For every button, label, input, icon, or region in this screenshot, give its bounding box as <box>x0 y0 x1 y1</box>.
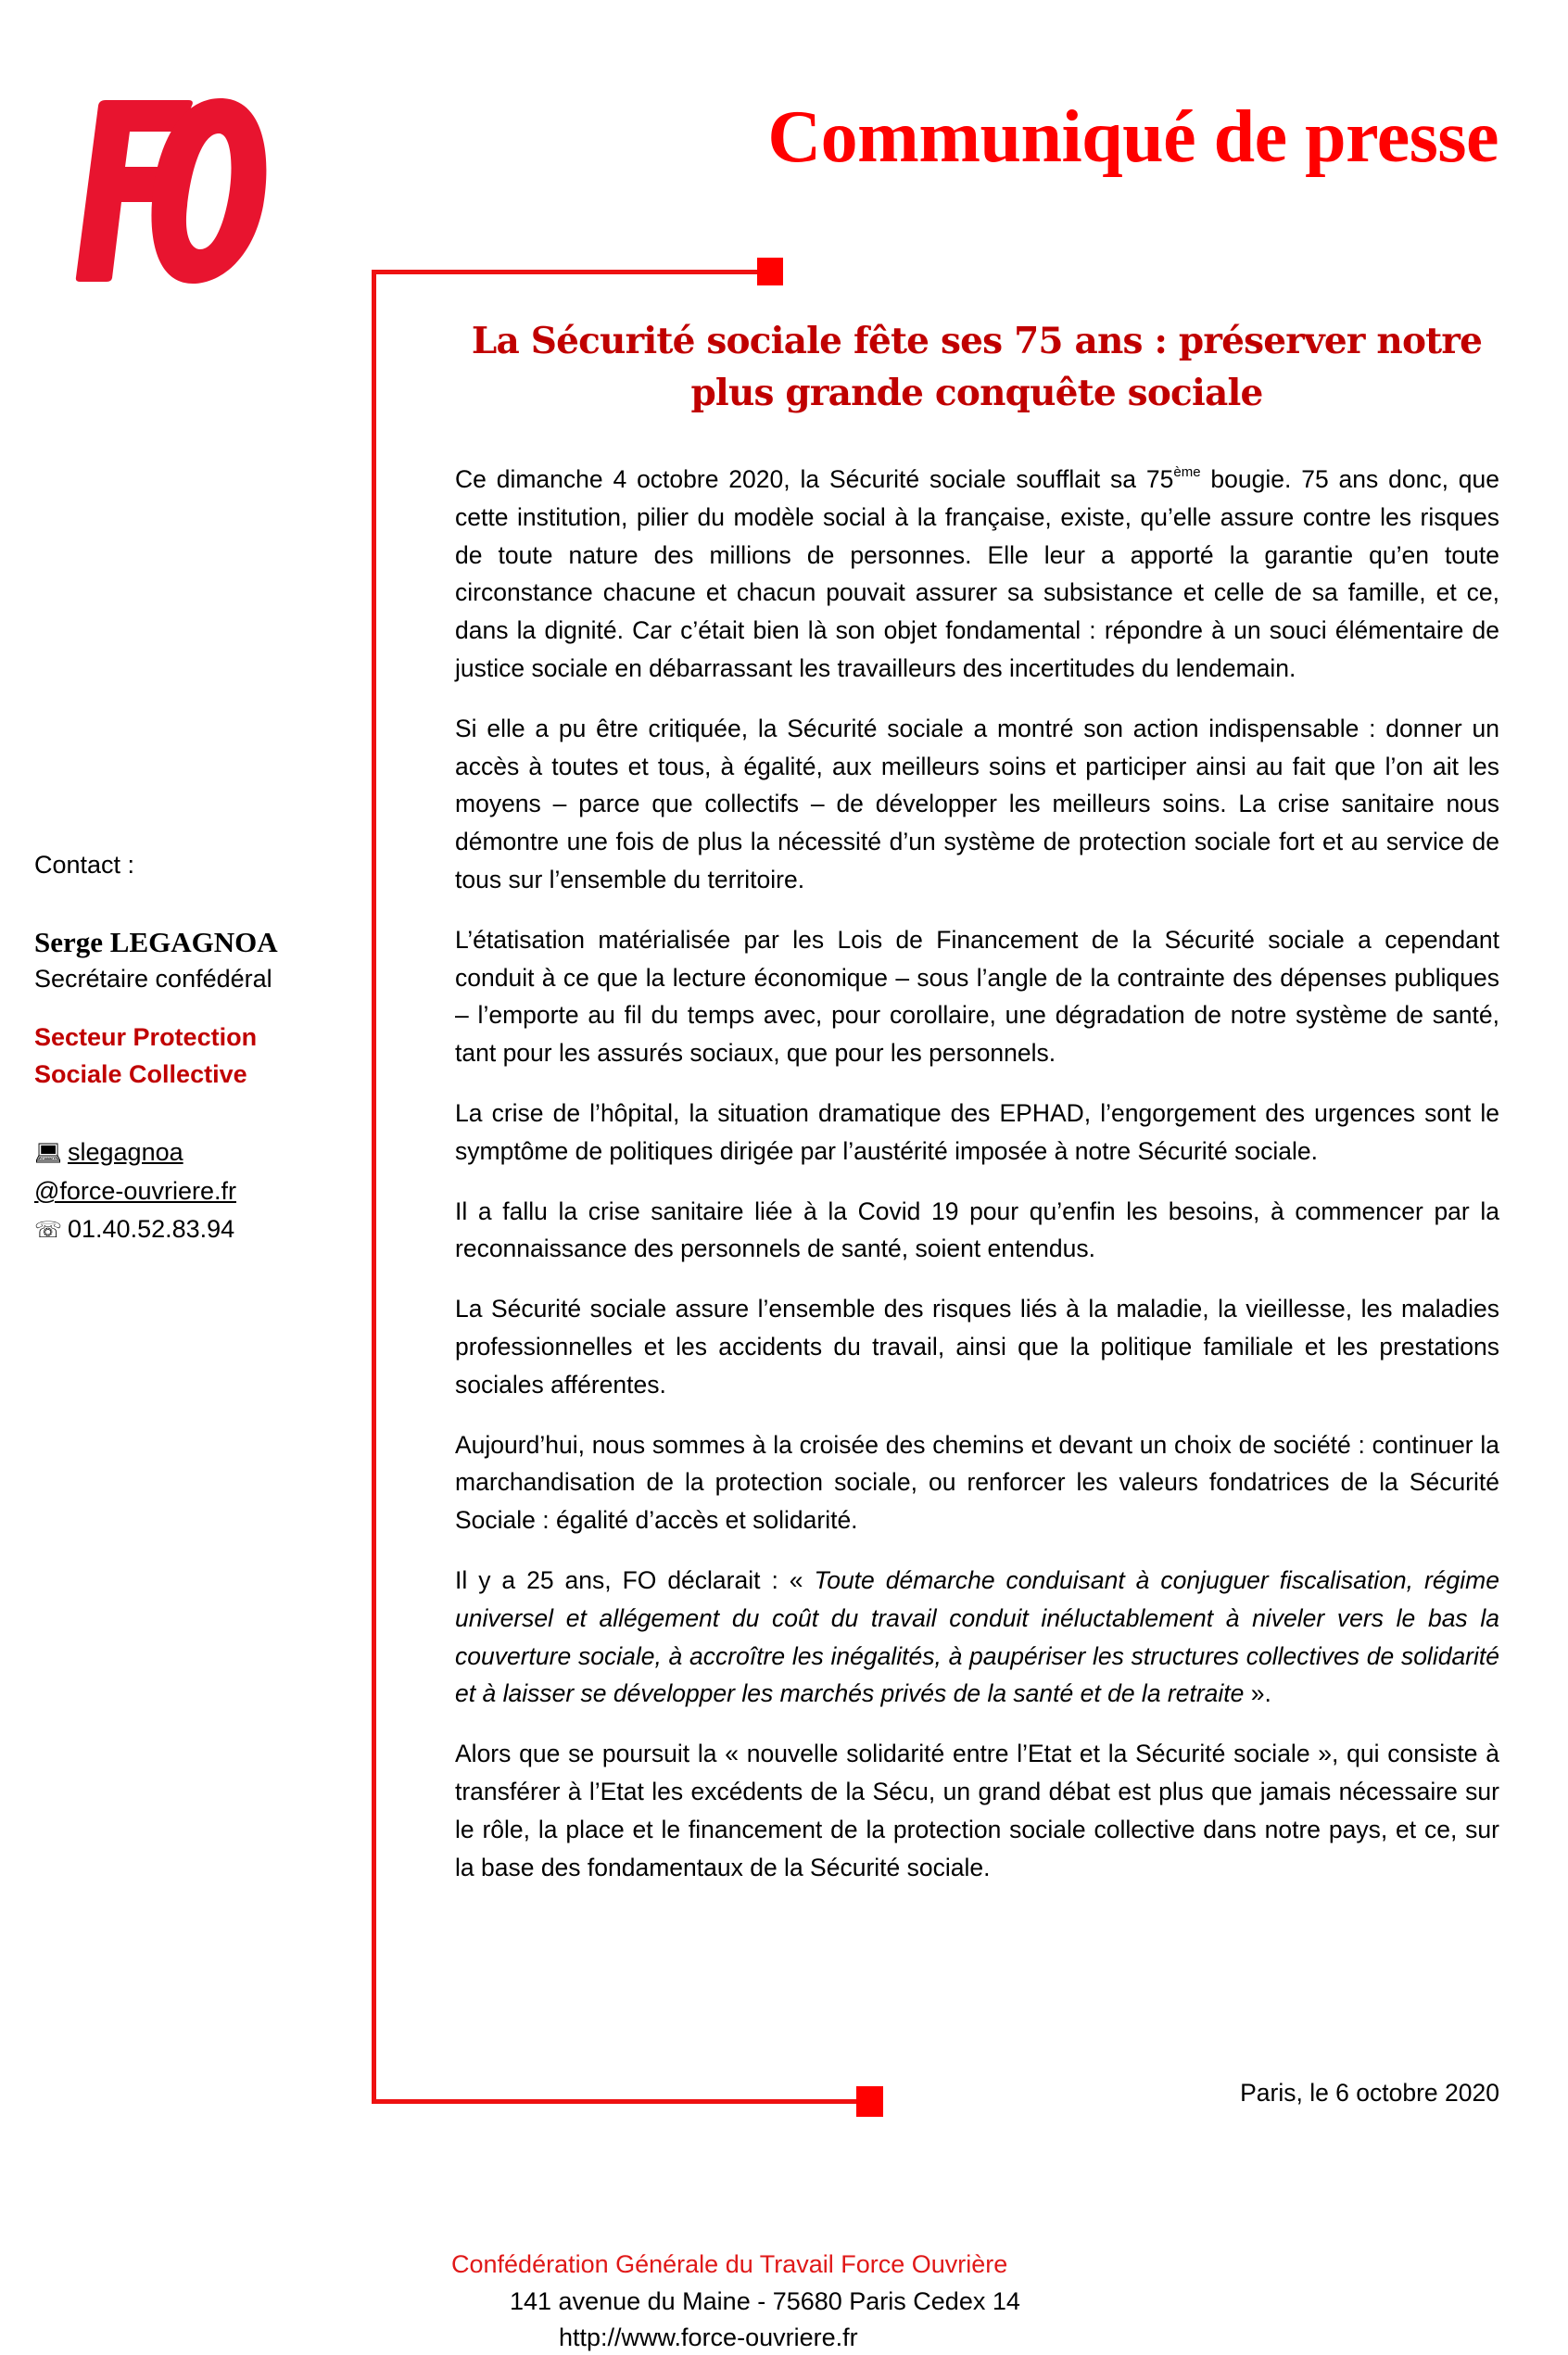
contact-email-domain <box>34 1172 368 1209</box>
contact-email <box>34 1133 368 1172</box>
frame-square-top <box>757 258 783 285</box>
frame-line-vertical <box>372 270 376 2104</box>
fo-logo-icon <box>72 96 272 285</box>
contact-sector: Secteur Protection Sociale Collective <box>34 1023 258 1088</box>
paragraph-8: Il y a 25 ans, FO déclarait : « Toute démarche conduisant à conjuguer fiscalisation, régime universel et allégement du coût du travail conduit inéluctablement à niveler vers le bas la couverture sociale, à accroître les inégalités, à paupériser les structures collectives de solidarité et à laisser se développer les marchés privés de la santé et de la retraite ». <box>455 1565 1499 1708</box>
fo-quote: Toute démarche conduisant à conjuguer fiscalisation, régime universel et allégement du coût du travail conduit inéluctablement à niveler vers le bas la couverture sociale, à accroître les inégalités, à paupériser les structures collectives de solidarité et à laisser se développer les marchés privés de la santé et de la retraite <box>455 1565 1499 1708</box>
superscript: ème <box>1173 464 1201 480</box>
headline-line-2: plus grande conquête sociale <box>690 372 1263 414</box>
footer-organization: Confédération Générale du Travail Force Ouvrière <box>451 2250 1008 2278</box>
contact-sidebar <box>34 846 368 1250</box>
headline-line-1: La Sécurité sociale fête ses 75 ans : préserver notre <box>471 320 1483 362</box>
website-link[interactable]: http://www.force-ouvriere.fr <box>559 2323 858 2351</box>
dateline: Paris, le 6 octobre 2020 <box>1240 2079 1499 2107</box>
paragraph-1: Ce dimanche 4 octobre 2020, la Sécurité sociale soufflait sa 75ème bougie. 75 ans donc, que cette institution, pilier du modèle social à la française, existe, qu’elle assure contre les risques de toute nature des millions de personnes. Elle leur a apporté la garantie qu’en toute circonstance chacune et chacun pouvait assurer sa subsistance et celle de sa famille, et ce, dans la dignité. Car c’était bien là son objet fondamental : répondre à un souci élémentaire de justice sociale en débarrassant les travailleurs des incertitudes du lendemain. <box>455 464 1499 682</box>
footer <box>278 2246 1290 2355</box>
frame-square-bottom <box>856 2086 883 2117</box>
contact-phone: ☏ 01.40.52.83.94 <box>34 1209 368 1250</box>
frame-line-top <box>372 270 761 274</box>
contact-label: Contact : <box>34 851 135 879</box>
contact-name: Serge LEGAGNOA <box>34 926 278 958</box>
email-link[interactable]: slegagnoa <box>68 1138 183 1166</box>
contact-role: Secrétaire confédéral <box>34 965 272 993</box>
paragraph-5: Il a fallu la crise sanitaire liée à la Covid 19 pour qu’enfin les besoins, à commencer par la reconnaissance des personnels de santé, soient entendus. <box>455 1196 1499 1263</box>
headline <box>436 315 1518 419</box>
paragraph-6: La Sécurité sociale assure l’ensemble des risques liés à la maladie, la vieillesse, les maladies professionnelles et les accidents du travail, ainsi que la politique familiale et les prestations sociales afférentes. <box>455 1295 1499 1399</box>
paragraph-2: Si elle a pu être critiquée, la Sécurité sociale a montré son action indispensable : donner un accès à toutes et tous, à égalité, aux meilleurs soins et participer ainsi au fait que l’on ait les moyens – parce que collectifs – de développer les meilleurs soins. La crise sanitaire nous démontre une fois de plus la nécessité d’un système de protection sociale fort et au service de tous sur l’ensemble du territoire. <box>455 714 1499 893</box>
footer-address: 141 avenue du Maine - 75680 Paris Cedex 14 <box>510 2287 1020 2315</box>
computer-icon: 💻︎ <box>34 1141 63 1166</box>
paragraph-3: L’étatisation matérialisée par les Lois de Financement de la Sécurité sociale a cependant conduit à ce que la lecture économique – sous l’angle de la contrainte des dépenses publiques – l’emporte au fil du temps avec, pour corollaire, une dégradation de notre système de santé, tant pour les assurés sociaux, que pour les personnels. <box>455 925 1499 1068</box>
fo-logo <box>72 96 272 285</box>
document-title: Communiqué de presse <box>767 96 1498 178</box>
telephone-icon: ☏ <box>34 1218 63 1243</box>
email-link-domain[interactable]: @force-ouvriere.fr <box>34 1177 236 1205</box>
frame-line-bottom <box>372 2099 858 2104</box>
paragraph-9: Alors que se poursuit la « nouvelle solidarité entre l’Etat et la Sécurité sociale », qui consiste à transférer à l’Etat les excédents de la Sécu, un grand débat est plus que jamais nécessaire sur le rôle, la place et le financement de la protection sociale collective dans notre pays, et ce, sur la base des fondamentaux de la Sécurité sociale. <box>455 1740 1499 1881</box>
press-release-body <box>455 461 1499 1908</box>
paragraph-7: Aujourd’hui, nous sommes à la croisée des chemins et devant un choix de société : continuer la marchandisation de la protection sociale, ou renforcer les valeurs fondatrices de la Sécurité Sociale : égalité d’accès et solidarité. <box>455 1430 1499 1535</box>
footer-website <box>278 2320 1290 2355</box>
paragraph-4: La crise de l’hôpital, la situation dramatique des EPHAD, l’engorgement des urgences sont le symptôme de politiques dirigée par l’austérité imposée à notre Sécurité sociale. <box>455 1098 1499 1165</box>
